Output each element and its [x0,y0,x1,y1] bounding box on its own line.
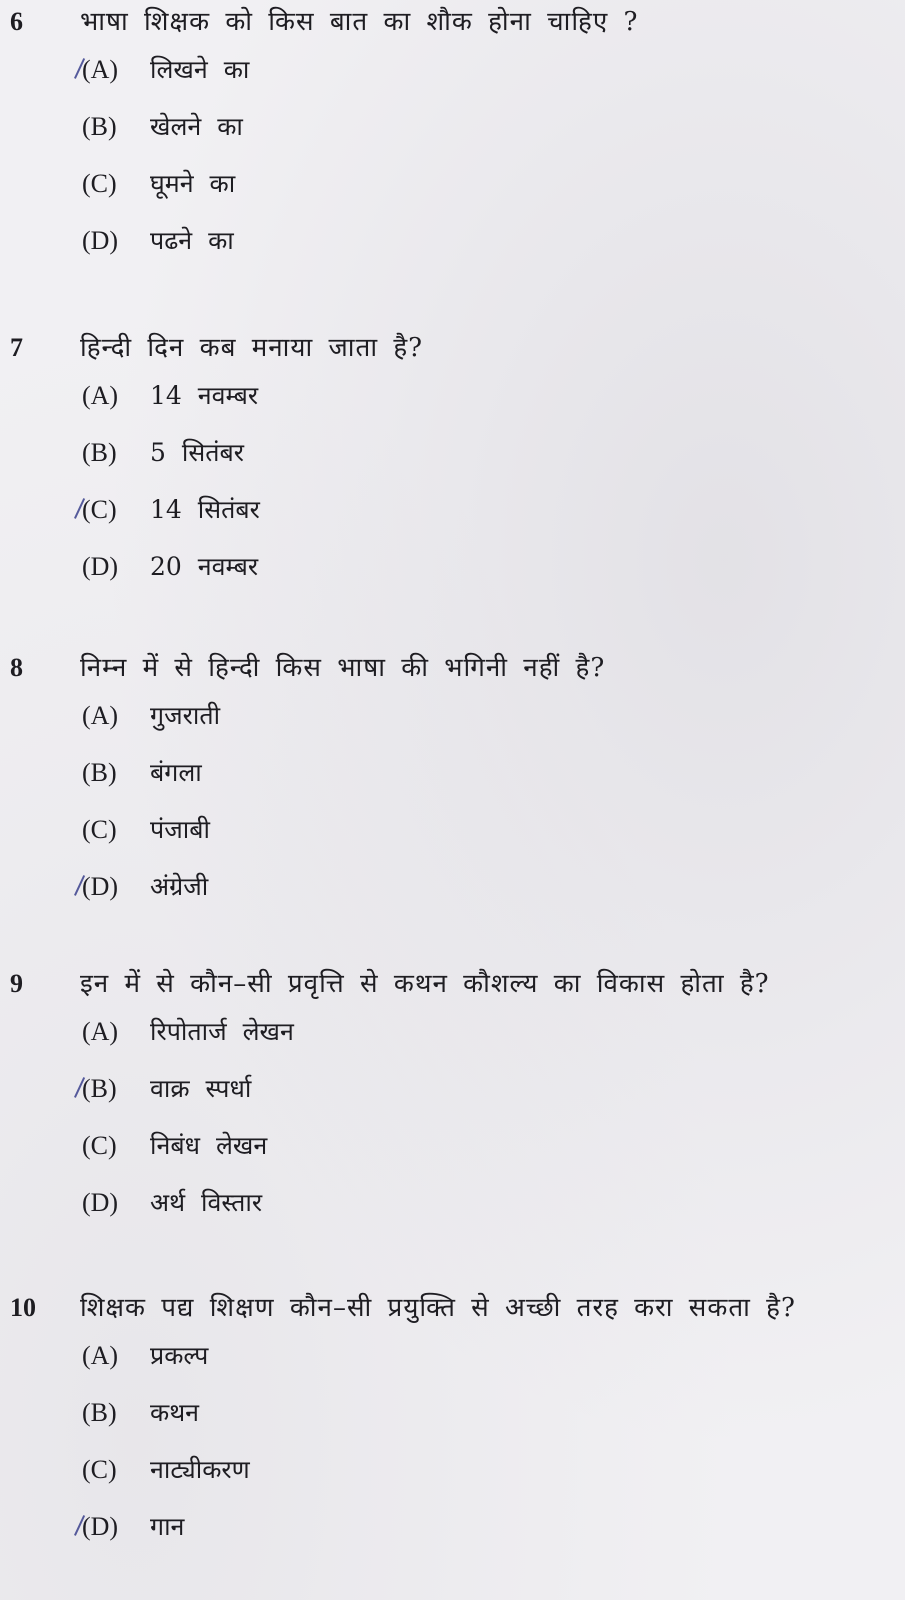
option-label: (C) [82,1131,117,1160]
option-a [82,696,220,753]
option-text: 20 नवम्बर [150,552,259,581]
question-text: निम्न में से हिन्दी किस भाषा की भगिनी नहीं है? [80,653,606,683]
option-text: लिखने का [150,55,250,84]
option-b [82,107,249,164]
option-b [82,1393,250,1450]
option-label: (B) [82,1074,117,1103]
options-list [82,696,220,924]
option-text: पढने का [150,226,234,255]
option-label: (D) [82,1188,119,1217]
option-text: पंजाबी [150,815,210,844]
options-list [82,50,249,278]
question-text: इन में से कौन–सी प्रवृत्ति से कथन कौशल्य का विकास होता है? [80,969,770,999]
option-text: निबंध लेखन [150,1131,268,1160]
question-text: शिक्षक पद्य शिक्षण कौन–सी प्रयुक्ति से अच्छी तरह करा सकता है? [80,1293,796,1323]
option-d [82,547,260,604]
option-d [82,1183,294,1240]
option-text: 5 सितंबर [150,438,244,467]
option-label: (A) [82,381,119,410]
options-list [82,1012,294,1240]
question-number: 10 [10,1293,36,1322]
option-label: (A) [82,55,119,84]
option-d [82,221,249,278]
option-d [82,1507,250,1564]
option-label: (D) [82,226,119,255]
question-number: 8 [10,653,23,682]
option-label: (D) [82,1512,119,1541]
option-label: (B) [82,1398,117,1427]
option-c [82,1126,294,1183]
option-label: (D) [82,872,119,901]
option-label: (B) [82,112,117,141]
option-c [82,164,249,221]
option-text: अंग्रेजी [150,872,209,901]
option-label: (A) [82,701,119,730]
option-c [82,490,260,547]
option-text: घूमने का [150,169,236,198]
option-b [82,753,220,810]
question-number: 6 [10,7,23,36]
option-label: (B) [82,438,117,467]
option-text: नाट्यीकरण [150,1455,250,1484]
question-text: भाषा शिक्षक को किस बात का शौक होना चाहिए ? [80,7,639,37]
option-label: (A) [82,1341,119,1370]
option-text: खेलने का [150,112,243,141]
option-text: रिपोतार्ज लेखन [150,1017,294,1046]
option-a [82,376,260,433]
question-text: हिन्दी दिन कब मनाया जाता है? [80,333,424,363]
option-text: गान [150,1512,185,1541]
option-c [82,810,220,867]
option-text: प्रकल्प [150,1341,209,1370]
option-c [82,1450,250,1507]
option-text: कथन [150,1398,200,1427]
option-text: वाक्र स्पर्धा [150,1074,252,1103]
question-number: 7 [10,333,23,362]
option-label: (D) [82,552,119,581]
option-label: (A) [82,1017,119,1046]
option-label: (C) [82,1455,117,1484]
option-label: (C) [82,815,117,844]
option-a [82,50,249,107]
options-list [82,376,260,604]
option-d [82,867,220,924]
question-number: 9 [10,969,23,998]
option-text: बंगला [150,758,202,787]
option-b [82,1069,294,1126]
option-text: 14 सितंबर [150,495,260,524]
option-label: (C) [82,169,117,198]
option-label: (C) [82,495,117,524]
option-b [82,433,260,490]
option-text: गुजराती [150,701,221,730]
option-a [82,1012,294,1069]
option-text: 14 नवम्बर [150,381,259,410]
option-a [82,1336,250,1393]
options-list [82,1336,250,1564]
option-label: (B) [82,758,117,787]
option-text: अर्थ विस्तार [150,1188,263,1217]
